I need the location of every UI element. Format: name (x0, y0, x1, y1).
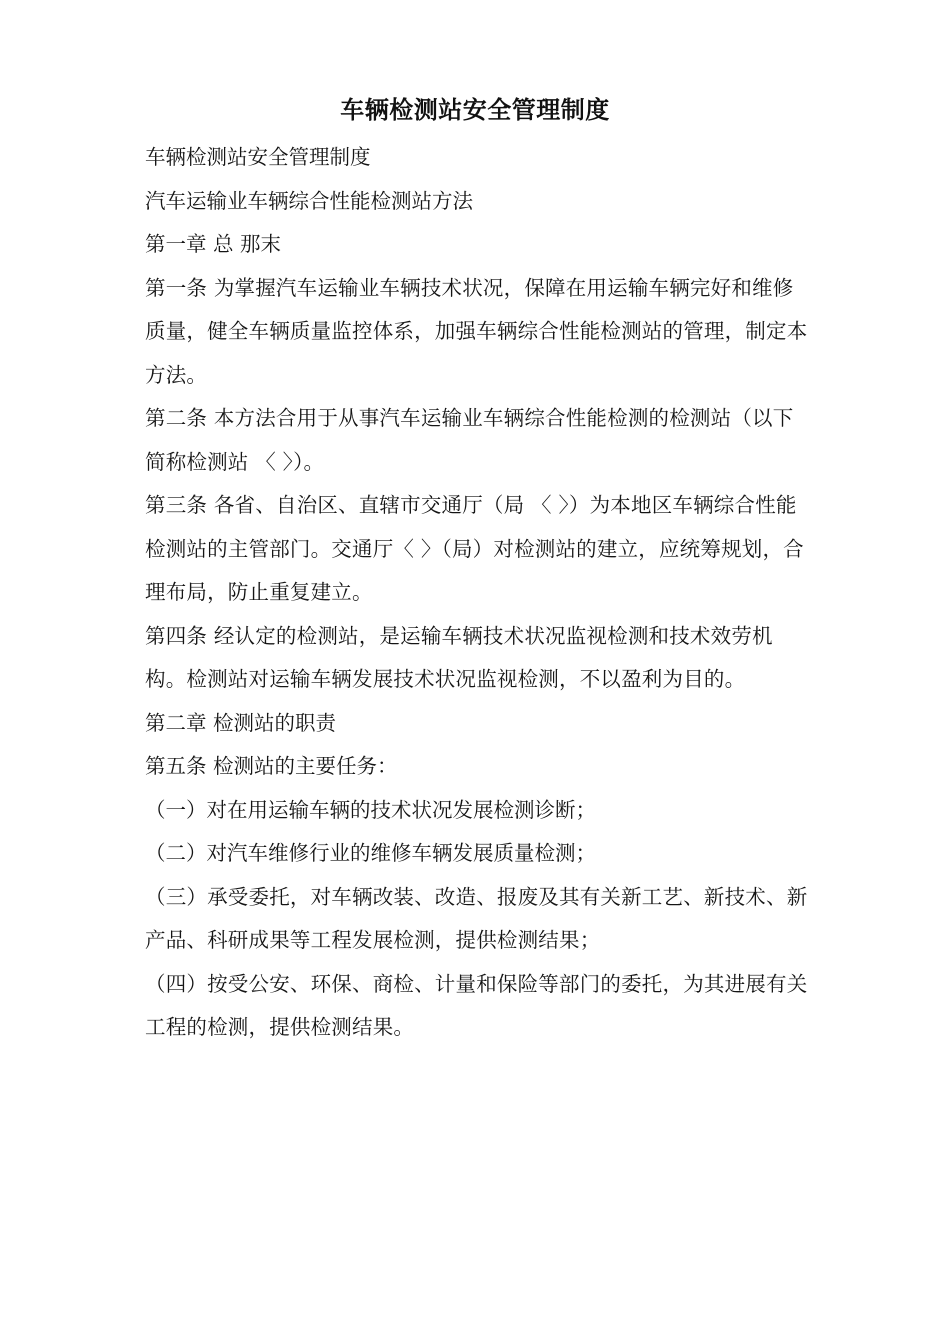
paragraph-article-5: 第五条 检测站的主要任务： (145, 754, 398, 778)
paragraph-regulation-name: 汽车运输业车辆综合性能检测站方法 (145, 188, 473, 213)
paragraph-chapter-2-heading: 第二章 检测站的职责 (145, 710, 337, 735)
paragraph-article-1: 第一条 为掌握汽车运输业车辆技术状况，保障在用运输车辆完好和维修质量，健全车辆质量监控体系，加强车辆综合性能检测站的管理，制定本方法。 (145, 275, 808, 387)
paragraph-task-3: （三）承受委托，对车辆改装、改造、报废及其有关新工艺、新技术、新产品、科研成果等工程发展检测，提供检测结果； (145, 884, 808, 952)
paragraph-article-2: 第二条 本方法合用于从事汽车运输业车辆综合性能检测的检测站（以下简称检测站 〈 〉）。 (145, 406, 794, 474)
document-title: 车辆检测站安全管理制度 (340, 96, 610, 124)
document-body (145, 136, 810, 1050)
paragraph-article-3: 第三条 各省、自治区、直辖市交通厅（局 〈 〉）为本地区车辆综合性能检测站的主管部门。交通厅〈 〉（局）对检测站的建立，应统筹规划，合理布局，防止重复建立。 (145, 493, 804, 604)
paragraph-task-2: （二）对汽车维修行业的维修车辆发展质量检测； (145, 841, 596, 865)
paragraph-task-4: （四）按受公安、环保、商检、计量和保险等部门的委托，为其进展有关工程的检测，提供检测结果。 (145, 971, 808, 1039)
paragraph-chapter-1-heading: 第一章 总 那末 (145, 232, 282, 256)
paragraph-subtitle: 车辆检测站安全管理制度 (145, 145, 371, 169)
paragraph-task-1: （一）对在用运输车辆的技术状况发展检测诊断； (145, 797, 596, 822)
paragraph-article-4: 第四条 经认定的检测站，是运输车辆技术状况监视检测和技术效劳机构。检测站对运输车辆发展技术状况监视检测，不以盈利为目的。 (145, 623, 773, 691)
